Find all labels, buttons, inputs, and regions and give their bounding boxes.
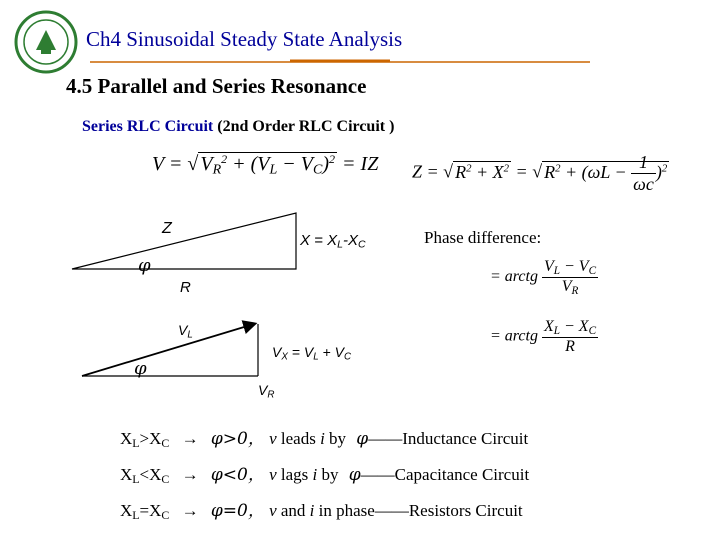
impedance-triangle [70, 205, 310, 275]
triangle-phi-label: φ [138, 255, 151, 276]
subsection-title [82, 118, 394, 136]
triangle-z-label: Z [162, 220, 172, 237]
arrow-icon: → [181, 501, 199, 520]
arrow-icon: → [181, 429, 199, 448]
chapter-title: Ch4 Sinusoidal Steady State Analysis [86, 27, 403, 51]
case-capacitive: $X_L<X_C \to \varphi<0$， v lags i by φ——Capacitance Circuit [120, 465, 530, 486]
subsection-paren: (2nd Order RLC Circuit ) [217, 118, 395, 135]
phasor-vl-label: $V_L$ [178, 322, 193, 341]
triangle-r-label: R [180, 279, 191, 296]
case-inductive: $X_L>X_C \to \varphi>0$， v leads i by φ——Inductance Circuit [120, 429, 529, 450]
arrow-icon: → [181, 465, 199, 484]
voltage-formula: V = √ $V_R^2 + (V_L - V_C)^2$ = IZ [152, 152, 379, 178]
impedance-formula: Z = √ $R^2 + X^2$ = √ $R^2 + (\omega L$ − $\frac{1}{\omega c}$ )$^2$ [412, 152, 668, 194]
phase-eq-2: = arctg $\frac{X_L - X_C}{R}$ [490, 318, 597, 355]
phase-eq-1: = arctg $\frac{V_L - V_C}{V_R}$ [490, 258, 597, 297]
header-divider [90, 54, 590, 64]
university-seal-icon [14, 10, 78, 74]
phasor-phi-label: φ [134, 358, 147, 379]
phase-heading: Phase difference: [424, 228, 542, 247]
phasor-vr-label: $V_R$ [258, 382, 275, 401]
triangle-x-label: $X = X_L-X_C$ [300, 232, 366, 251]
section-title: 4.5 Parallel and Series Resonance [66, 74, 367, 98]
phasor-sum-label: $V_X = V_L + V_C$ [272, 344, 352, 363]
subsection-label: Series RLC Circuit [82, 118, 218, 135]
case-resistive: $X_L=X_C \to \varphi=0$， v and i in phase——Resistors Circuit [120, 501, 523, 522]
